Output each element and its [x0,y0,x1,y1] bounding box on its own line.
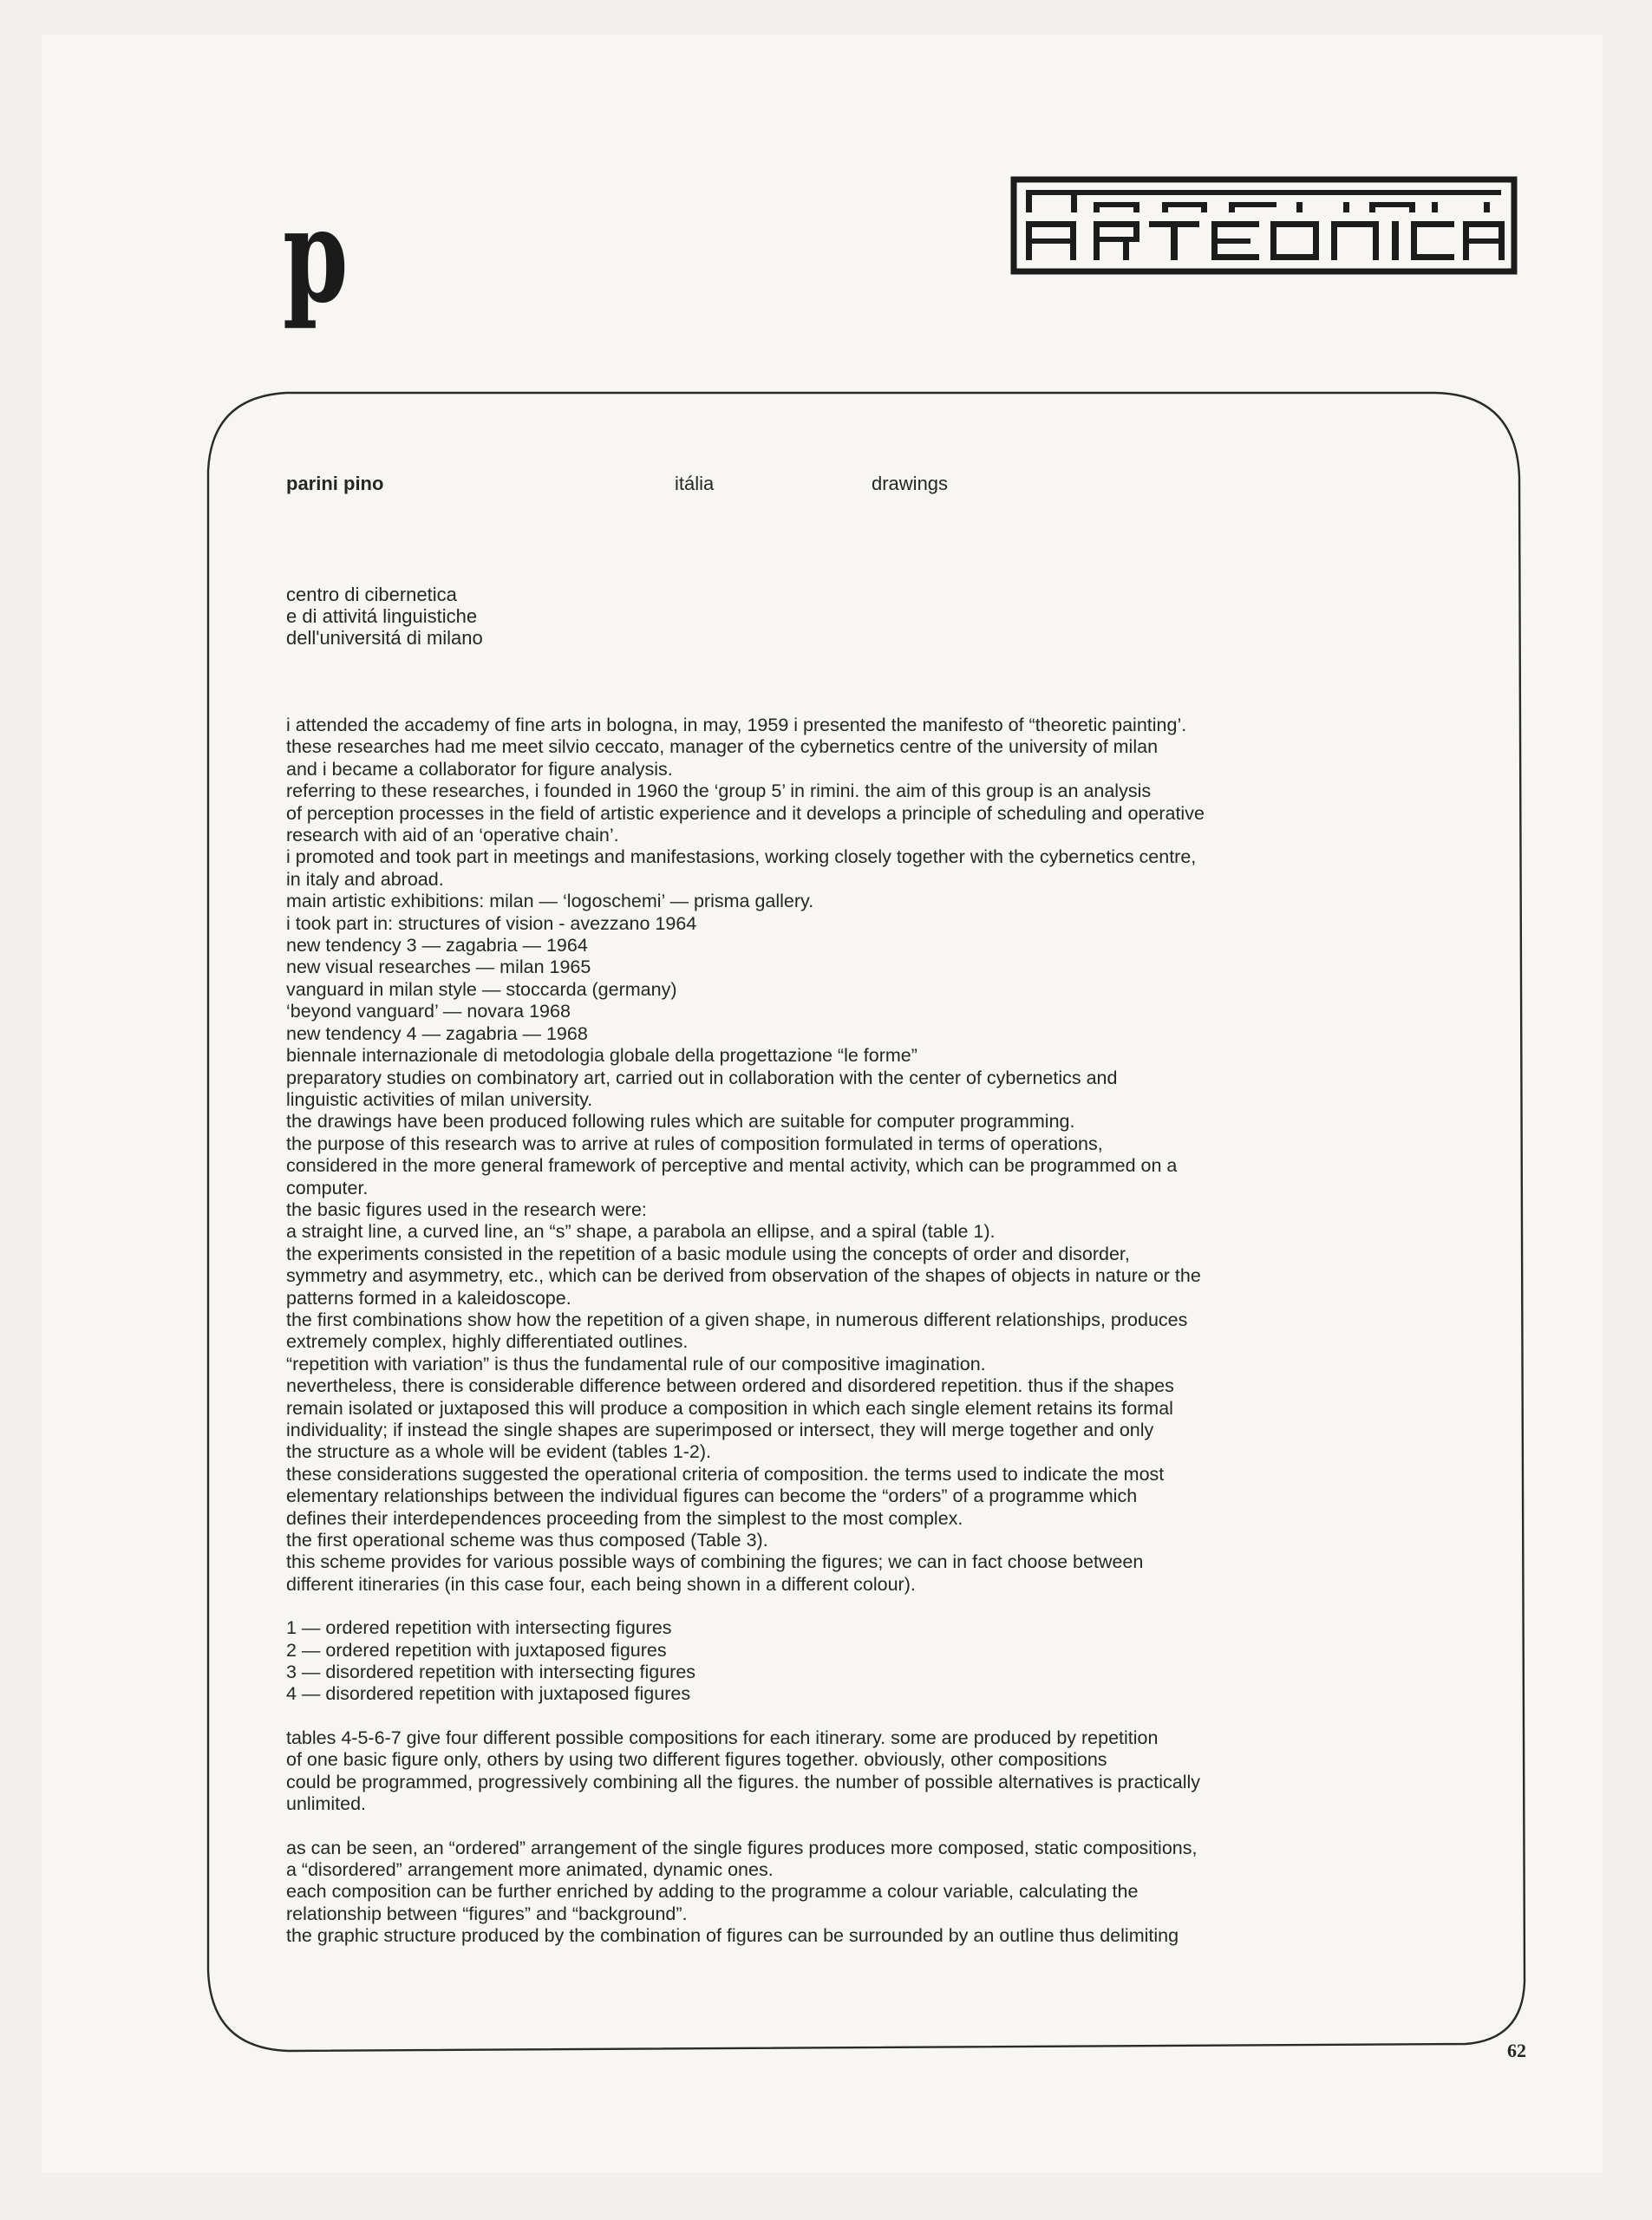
body-line: elementary relationships between the individual figures can become the “orders” of a programme which [286,1485,1138,1507]
author-name: parini pino [286,473,384,494]
body-line: 1 — ordered repetition with intersecting figures [286,1617,672,1639]
body-line: preparatory studies on combinatory art, carried out in collaboration with the center of cybernetics and [286,1067,1118,1088]
institution-line: dell'universitá di milano [286,627,483,649]
body-line: computer. [286,1177,369,1198]
body-line: this scheme provides for various possible ways of combining the figures; we can in fact choose between [286,1551,1144,1573]
section-letter: p [283,180,349,332]
body-line: unlimited. [286,1793,367,1815]
paragraph-gap [286,1816,1466,1838]
body-line: could be programmed, progressively combining all the figures. the number of possible alternatives is practically [286,1771,1201,1792]
body-line: biennale internazionale di metodologia globale della progettazione “le forme” [286,1045,917,1067]
body-line: ‘beyond vanguard’ — novara 1968 [286,1001,571,1022]
body-line: a straight line, a curved line, an “s” shape, a parabola an ellipse, and a spiral (table 1). [286,1221,996,1243]
page-number: 62 [1507,2040,1526,2061]
paragraph-gap [286,1706,1466,1727]
body-line: these considerations suggested the operational criteria of composition. the terms used to indicate the most [286,1463,1165,1485]
body-line: a “disordered” arrangement more animated, dynamic ones. [286,1858,774,1880]
body-line: the drawings have been produced following rules which are suitable for computer programming. [286,1111,1075,1133]
body-line: and i became a collaborator for figure analysis. [286,758,673,780]
body-line: the graphic structure produced by the combination of figures can be surrounded by an outline thus delimiting [286,1925,1179,1947]
body-line: new tendency 3 — zagabria — 1964 [286,935,588,957]
body-line: 3 — disordered repetition with intersecting figures [286,1662,696,1683]
body-line: of perception processes in the field of artistic experience and it develops a principle of scheduling and operative [286,802,1205,824]
body-line: new tendency 4 — zagabria — 1968 [286,1022,588,1044]
author-country: itália [675,473,715,494]
body-line: main artistic exhibitions: milan — ‘logoschemi’ — prisma gallery. [286,891,814,912]
body-line: 4 — disordered repetition with juxtaposed figures [286,1683,691,1705]
body-line: i attended the accademy of fine arts in bologna, in may, 1959 i presented the manifesto of “theoretic painting’. [286,715,1187,735]
body-line: remain isolated or juxtaposed this will produce a composition in which each single element retains its formal [286,1397,1173,1419]
body-line: the purpose of this research was to arrive at rules of composition formulated in terms of operations, [286,1133,1103,1154]
institution-block [286,584,1466,649]
body-line: patterns formed in a kaleidoscope. [286,1287,571,1309]
body-line: research with aid of an ‘operative chain’. [286,825,619,846]
entry-header [286,473,1466,507]
body-line: referring to these researches, i founded in 1960 the ‘group 5’ in rimini. the aim of this group is an analysis [286,780,1152,802]
body-line: as can be seen, an “ordered” arrangement of the single figures produces more composed, static compositions, [286,1837,1198,1858]
body-line: symmetry and asymmetry, etc., which can be derived from observation of the shapes of objects in nature or the [286,1265,1201,1287]
body-line: the structure as a whole will be evident (tables 1-2). [286,1441,711,1463]
body-line: defines their interdependences proceeding from the simplest to the most complex. [286,1507,963,1529]
body-line: tables 4-5-6-7 give four different possible compositions for each itinerary. some are produced by repetition [286,1727,1159,1748]
body-line: the basic figures used in the research were: [286,1198,647,1220]
body-line: 2 — ordered repetition with juxtaposed figures [286,1639,667,1661]
institution-line: e di attivitá linguistiche [286,605,478,627]
paragraph-gap [286,1596,1466,1617]
body-line: “repetition with variation” is thus the fundamental rule of our compositive imagination. [286,1353,986,1374]
work-category: drawings [872,473,949,494]
body-line: different itineraries (in this case four, each being shown in a different colour). [286,1573,916,1595]
body-line: these researches had me meet silvio ceccato, manager of the cybernetics centre of the university of milan [286,736,1159,758]
institution-line: centro di cibernetica [286,584,457,605]
body-line: new visual researches — milan 1965 [286,957,591,978]
body-text [286,715,1466,1948]
body-line: extremely complex, highly differentiated outlines. [286,1331,689,1353]
body-line: the first combinations show how the repetition of a given shape, in numerous different relationships, produces [286,1309,1188,1330]
body-line: i promoted and took part in meetings and manifestasions, working closely together with the cybernetics centre, [286,846,1197,868]
body-line: linguistic activities of milan university. [286,1088,593,1110]
body-line: in italy and abroad. [286,868,444,890]
body-line: nevertheless, there is considerable difference between ordered and disordered repetition. thus if the shapes [286,1375,1174,1397]
article-content [286,473,1466,1948]
body-line: each composition can be further enriched by adding to the programme a colour variable, calculating the [286,1881,1139,1903]
body-line: of one basic figure only, others by using two different figures together. obviously, other compositions [286,1749,1107,1771]
body-line: the experiments consisted in the repetition of a basic module using the concepts of order and disorder, [286,1243,1130,1264]
body-line: individuality; if instead the single shapes are superimposed or intersect, they will merge together and only [286,1420,1154,1440]
body-line: i took part in: structures of vision - avezzano 1964 [286,912,697,934]
body-line: the first operational scheme was thus composed (Table 3). [286,1530,768,1551]
body-line: considered in the more general framework of perceptive and mental activity, which can be programmed on a [286,1155,1178,1177]
body-line: vanguard in milan style — stoccarda (germany) [286,978,677,1000]
body-line: relationship between “figures” and “background”. [286,1903,688,1924]
